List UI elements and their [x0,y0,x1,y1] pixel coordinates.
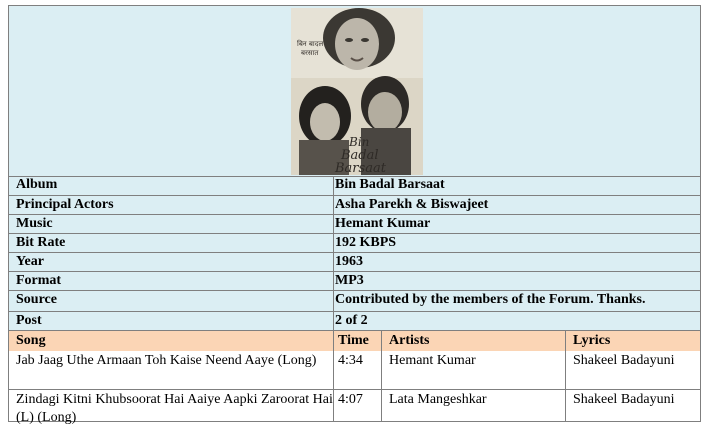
info-label: Year [9,253,334,271]
song-title: Jab Jaag Uthe Armaan Toh Kaise Neend Aaye (Long) [9,351,334,389]
header-time: Time [334,331,382,351]
info-value: 192 KBPS [335,235,397,250]
info-row-format [9,272,700,291]
info-label: Principal Actors [9,196,334,214]
song-time: 4:34 [334,351,382,389]
poster-title-line-2: Badal [341,148,379,163]
svg-text:बिन बादल: बिन बादल [297,40,324,48]
poster-cell [9,6,700,177]
song-row [9,390,700,425]
song-lyricist: Shakeel Badayuni [573,353,675,368]
info-label: Source [9,291,334,311]
info-label: Format [9,272,334,290]
album-info-table [8,5,701,425]
info-label: Post [9,312,334,330]
header-lyrics: Lyrics [573,333,611,348]
header-artists: Artists [382,331,566,351]
info-label: Bit Rate [9,234,334,252]
info-row-music [9,215,700,234]
song-row [9,351,700,390]
songs-header-row [9,331,700,352]
info-label: Album [9,176,334,195]
info-row-actors [9,196,700,215]
info-value: 2 of 2 [335,313,368,328]
info-row-album [9,176,700,196]
poster-title-line-1: Bin [349,135,370,149]
song-lyricist: Shakeel Badayuni [573,392,675,407]
poster-title-line-3: Barsaat [335,161,386,175]
info-row-bitrate [9,234,700,253]
info-row-post [9,312,700,331]
song-title: Zindagi Kitni Khubsoorat Hai Aaiye Aapki Zaroorat Hai (L) (Long) [9,390,334,421]
info-value: 1963 [335,254,363,269]
info-row-year [9,253,700,272]
info-value: MP3 [335,273,364,288]
info-value: Asha Parekh & Biswajeet [335,197,489,212]
info-value: Contributed by the members of the Forum. Thanks. [335,292,646,307]
album-poster-image [291,8,423,175]
info-row-source [9,291,700,312]
svg-text:बरसात: बरसात [301,49,319,57]
info-value: Hemant Kumar [335,216,431,231]
info-value: Bin Badal Barsaat [335,177,445,192]
song-time: 4:07 [334,390,382,421]
info-label: Music [9,215,334,233]
header-song: Song [9,331,334,351]
song-artists: Hemant Kumar [382,351,566,389]
song-artists: Lata Mangeshkar [382,390,566,421]
